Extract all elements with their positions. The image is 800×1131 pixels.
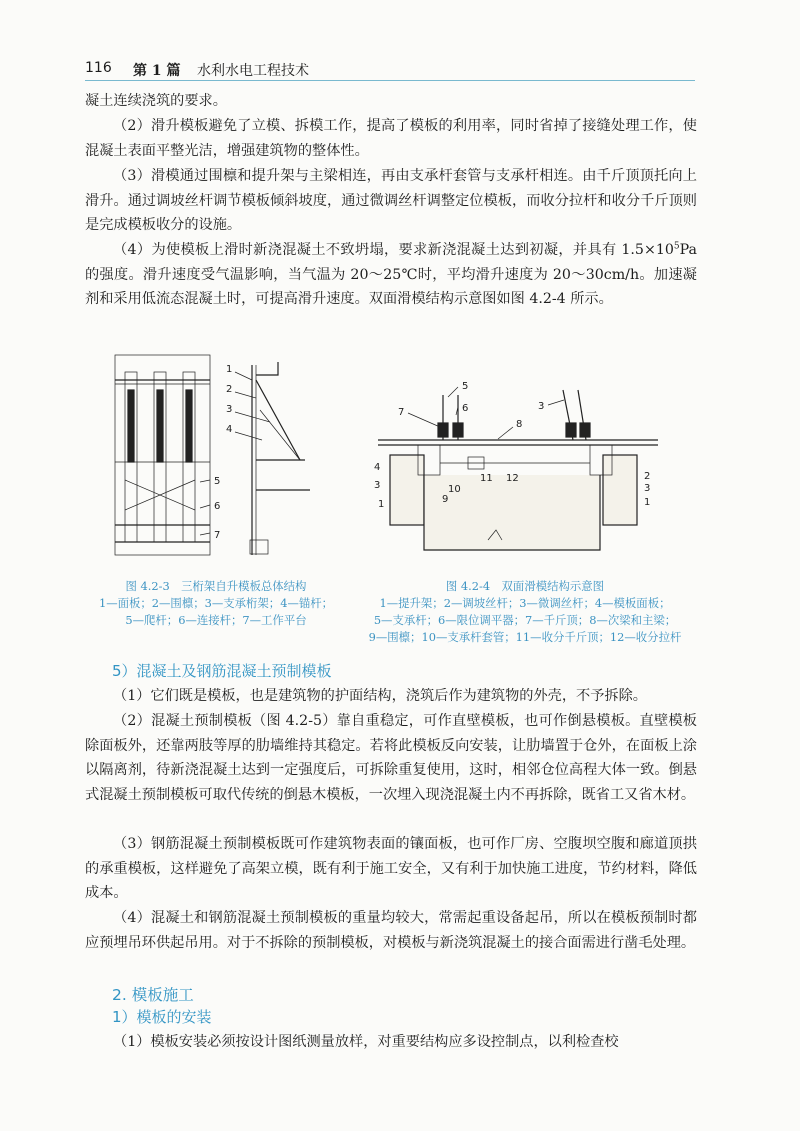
section-heading-2-1: 1）模板的安装: [112, 1008, 212, 1026]
paragraph-7: （2）混凝土预制模板（图 4.2-5）靠自重稳定，可作直壁模板，也可作倒悬模板。直壁模板除面板外，还靠两肢等厚的肋墙维持其稳定。若将此模板反向安装，让肋墙置于仓外，在面板上涂以隔离剂，待新浇混凝土达到一定强度后，可拆除重复使用，这时，相邻仓位高程大体一致。倒悬式混凝土预制模板可取代传统的倒悬木模板，一次埋入现浇混凝土内不再拆除，既省工又省木材。: [85, 713, 697, 803]
label-2: 2: [226, 384, 233, 395]
page-header: [85, 58, 695, 80]
leader-2: [235, 392, 256, 398]
figure-4-2-3-drawing: [110, 350, 330, 572]
paragraph-10: （1）模板安装必须按设计图纸测量放样，对重要结构应多设控制点，以利检查校: [113, 1034, 619, 1050]
left-wall: [390, 455, 424, 525]
label-10: 10: [448, 484, 461, 495]
figure-4-2-4-caption: [350, 578, 700, 646]
superscript-exponent: 5: [673, 241, 680, 252]
leader-5: [448, 387, 458, 397]
climbing-rod-left: [128, 390, 134, 462]
paragraph-4-part-a: （4）为使模板上滑时新浇混凝土不致坍塌，要求新浇混凝土达到初凝，并具有 1.5×10: [113, 242, 674, 258]
right-jack-2: [580, 423, 590, 437]
figure-4-2-4-legend-line-1: 1—提升架；2—调坡丝杆；3—微调丝杆；4—模板面板；: [379, 596, 671, 610]
label-4: 4: [226, 424, 233, 435]
page-number: 116: [85, 60, 112, 76]
leader-6: [200, 505, 210, 508]
leader-3: [548, 400, 564, 405]
paragraph-3: （3）滑模通过围檩和提升架与主梁相连，再由支承杆套管与支承杆相连。由千斤顶顶托向上滑升。通过调坡丝杆调节模板倾斜坡度，通过微调丝杆调整定位模板，而收分拉杆和收分千斤顶则是完成模板收分的设施。: [85, 168, 697, 234]
paragraph-6: （1）它们既是模板，也是建筑物的护面结构，浇筑后作为建筑物的外壳，不予拆除。: [113, 688, 647, 704]
left-jack-2: [453, 423, 463, 437]
header-rule: [85, 80, 695, 81]
leader-1: [235, 372, 252, 380]
paragraph-continuation: 凝土连续浇筑的要求。: [85, 93, 227, 109]
section-heading-2: 2. 模板施工: [112, 986, 194, 1004]
label-3-right: 3: [644, 483, 651, 494]
paragraph-8: （3）钢筋混凝土预制模板既可作建筑物表面的镶面板，也可作厂房、空腹坝空腹和廊道顶拱的承重模板，这样避免了高架立模，既有利于施工安全，又有利于加快施工进度，节约材料，降低成本。: [85, 836, 697, 902]
label-1-left: 1: [378, 499, 385, 510]
leader-7: [408, 413, 440, 427]
leader-5: [200, 480, 210, 482]
top-bracket: [256, 362, 278, 375]
right-jack-1: [566, 423, 576, 437]
label-11: 11: [480, 473, 493, 484]
label-4-left: 4: [374, 462, 381, 473]
figure-4-2-4-title: 图 4.2-4 双面滑模结构示意图: [445, 579, 605, 593]
label-2-right: 2: [644, 471, 651, 482]
label-3: 3: [226, 404, 233, 415]
working-platform: [250, 540, 268, 554]
climbing-rod-middle: [157, 390, 163, 462]
paragraph-4: [85, 238, 697, 312]
leader-4: [235, 432, 262, 440]
label-1: 1: [226, 364, 233, 375]
label-3-top: 3: [538, 401, 545, 412]
paragraph-4-part-b: Pa 的强度。滑升速度受气温影响，当气温为 20～25℃时，平均滑升速度为 20～30cm/h。加速凝剂和采用低流态混凝土时，可提高滑升速度。双面滑模结构示意图如图 4.2-4 所示。: [85, 242, 697, 308]
label-1-right: 1: [644, 497, 651, 508]
figure-4-2-3-legend-line-2: 5—爬杆；6—连接杆；7—工作平台: [125, 613, 307, 627]
figure-4-2-3-title: 图 4.2-3 三桁架自升模板总体结构: [125, 579, 307, 593]
label-7: 7: [214, 530, 221, 541]
label-12: 12: [506, 473, 519, 484]
leader-8: [498, 427, 513, 439]
figure-4-2-3-caption: [85, 578, 347, 629]
label-7: 7: [398, 407, 405, 418]
anchor-rod: [260, 410, 300, 460]
chapter-title: 水利水电工程技术: [197, 63, 309, 79]
label-5: 5: [462, 381, 469, 392]
paragraph-2: （2）滑升模板避免了立模、拆模工作，提高了模板的利用率，同时省掉了接缝处理工作，使混凝土表面平整光洁，增强建筑物的整体性。: [85, 118, 697, 159]
figure-4-2-3-legend-line-1: 1—面板；2—围檩；3—支承桁架；4—锚杆；: [98, 596, 334, 610]
left-jack-1: [438, 423, 448, 437]
label-8: 8: [516, 419, 523, 430]
leader-7: [200, 533, 210, 535]
label-3-left: 3: [374, 480, 381, 491]
right-wall: [603, 455, 637, 525]
label-9: 9: [442, 494, 449, 505]
label-5: 5: [214, 476, 221, 487]
part-label: 第 1 篇: [133, 63, 181, 79]
paragraph-9: （4）混凝土和钢筋混凝土预制模板的重量均较大，常需起重设备起吊，所以在模板预制时都应预埋吊环供起吊用。对于不拆除的预制模板，对模板与新浇筑混凝土的接合面需进行凿毛处理。: [85, 910, 697, 951]
figure-4-2-4-legend-line-3: 9—围檩；10—支承杆套管；11—收分千斤顶；12—收分拉杆: [368, 630, 682, 644]
section-heading-5: 5）混凝土及钢筋混凝土预制模板: [112, 662, 332, 680]
label-6: 6: [214, 501, 221, 512]
figure-4-2-4-drawing: [368, 375, 678, 575]
climbing-rod-right: [186, 390, 192, 462]
figure-4-2-4-legend-line-2: 5—支承杆；6—限位调平器；7—千斤顶；8—次梁和主梁；: [373, 613, 677, 627]
label-6: 6: [462, 403, 469, 414]
